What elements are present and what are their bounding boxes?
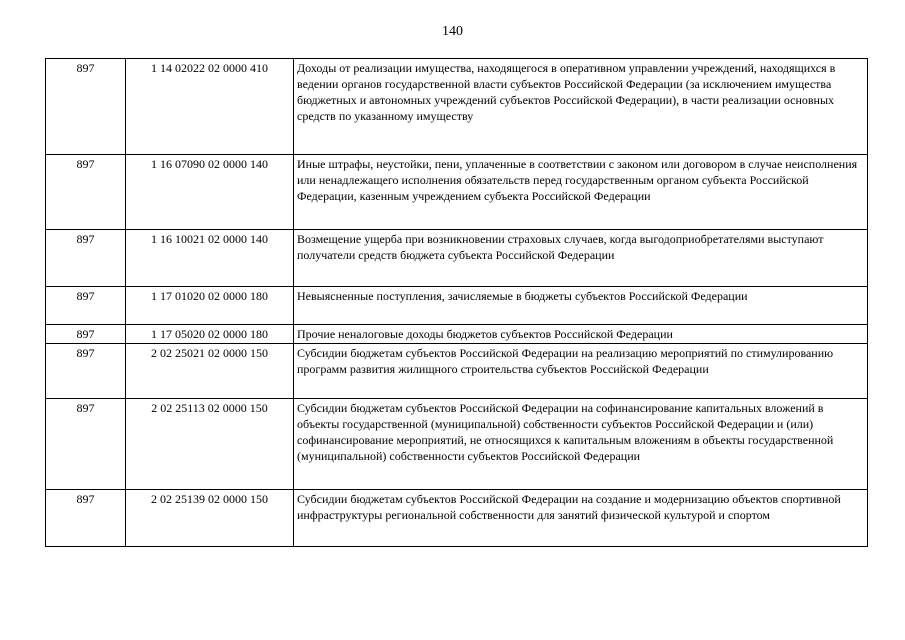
- admin-code-cell: 897: [46, 230, 126, 287]
- budget-classification-code-cell: 2 02 25021 02 0000 150: [126, 344, 294, 399]
- revenue-description-cell: Субсидии бюджетам субъектов Российской Федерации на создание и модернизацию объектов спортивной инфраструктуры региональной собственности для занятий физической культурой и спортом: [294, 490, 868, 547]
- budget-codes-table: [45, 58, 868, 547]
- admin-code-cell: 897: [46, 325, 126, 344]
- table-row: [46, 490, 868, 547]
- revenue-description-cell: Возмещение ущерба при возникновении страховых случаев, когда выгодоприобретателями выступают получатели средств бюджета субъекта Российской Федерации: [294, 230, 868, 287]
- admin-code-cell: 897: [46, 399, 126, 490]
- admin-code-cell: 897: [46, 344, 126, 399]
- page-number: 140: [442, 24, 463, 39]
- revenue-description-cell: Субсидии бюджетам субъектов Российской Федерации на реализацию мероприятий по стимулированию программ развития жилищного строительства субъектов Российской Федерации: [294, 344, 868, 399]
- budget-classification-code-cell: 1 17 05020 02 0000 180: [126, 325, 294, 344]
- revenue-description-cell: Невыясненные поступления, зачисляемые в бюджеты субъектов Российской Федерации: [294, 287, 868, 325]
- budget-classification-code-cell: 2 02 25139 02 0000 150: [126, 490, 294, 547]
- admin-code-cell: 897: [46, 59, 126, 155]
- admin-code-cell: 897: [46, 287, 126, 325]
- table-row: [46, 59, 868, 155]
- budget-classification-code-cell: 2 02 25113 02 0000 150: [126, 399, 294, 490]
- budget-classification-code-cell: 1 17 01020 02 0000 180: [126, 287, 294, 325]
- table-row: [46, 155, 868, 230]
- table-row: [46, 344, 868, 399]
- table-row: [46, 325, 868, 344]
- admin-code-cell: 897: [46, 155, 126, 230]
- admin-code-cell: 897: [46, 490, 126, 547]
- budget-classification-code-cell: 1 14 02022 02 0000 410: [126, 59, 294, 155]
- budget-classification-code-cell: 1 16 07090 02 0000 140: [126, 155, 294, 230]
- table-row: [46, 287, 868, 325]
- table-row: [46, 399, 868, 490]
- revenue-description-cell: Иные штрафы, неустойки, пени, уплаченные в соответствии с законом или договором в случае неисполнения или ненадлежащего исполнения обязательств перед государственным органом субъекта Российской Федерации, казенным учреждением субъекта Российской Федерации: [294, 155, 868, 230]
- budget-classification-code-cell: 1 16 10021 02 0000 140: [126, 230, 294, 287]
- revenue-description-cell: Доходы от реализации имущества, находящегося в оперативном управлении учреждений, находящихся в ведении органов государственной власти субъектов Российской Федерации (за исключением имущества бюджетных и автономных учреждений субъектов Российской Федерации), в части реализации основных средств по указанному имуществу: [294, 59, 868, 155]
- revenue-description-cell: Субсидии бюджетам субъектов Российской Федерации на софинансирование капитальных вложений в объекты государственной (муниципальной) собственности субъектов Российской Федерации и (или) софинансирование мероприятий, не относящихся к капитальным вложениям в объекты государственной (муниципальной) собственности субъектов Российской Федерации: [294, 399, 868, 490]
- revenue-description-cell: Прочие неналоговые доходы бюджетов субъектов Российской Федерации: [294, 325, 868, 344]
- table-row: [46, 230, 868, 287]
